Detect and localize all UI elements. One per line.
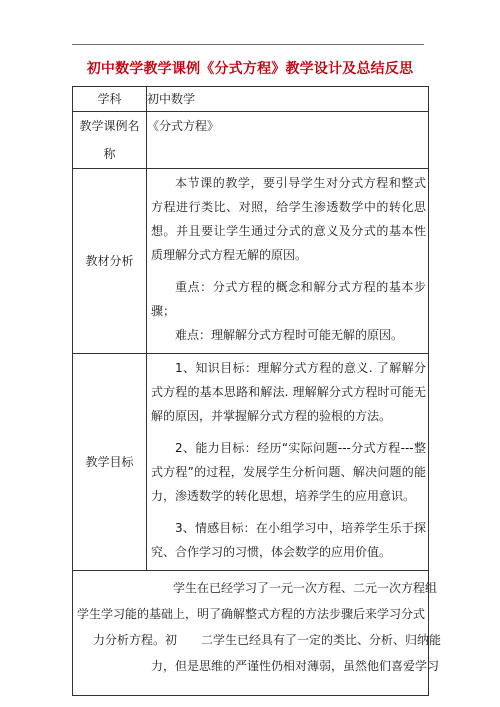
lesson-plan-table — [72, 86, 442, 696]
goals-label-cell — [73, 354, 147, 571]
student-line-2 — [73, 601, 428, 627]
student-label-part2: 力分析 — [93, 633, 130, 647]
lesson-name-label-line2: 称 — [103, 147, 116, 161]
row-textbook-analysis — [73, 169, 429, 354]
goals-label: 教学目标 — [85, 455, 134, 469]
goal-emotion: 3、情感目标：在小组学习中，培养学生乐于探究、合作学习的习惯，体会数学的应用价值。 — [151, 521, 426, 559]
analysis-paragraph: 本节课的教学，要引导学生对分式方程和整式方程进行类比、对照，给学生渗透数学中的转化思想。并且要让学生通过分式的意义及分式的基本性质理解分式方程无解的原因。 — [151, 176, 426, 262]
analysis-content-cell — [147, 169, 429, 354]
student-line-3 — [73, 627, 442, 653]
subject-value: 初中数学 — [147, 92, 196, 106]
subject-label-cell — [73, 87, 147, 112]
analysis-label: 教材分析 — [85, 254, 134, 268]
lesson-name-label-line1: 教学课例名 — [79, 119, 140, 133]
student-line-1: 学生在已经学习了一元一次方程、二元一次方程组 — [173, 581, 438, 595]
lesson-name-value: 《分式方程》 — [147, 119, 220, 133]
goal-ability: 2、能力目标：经历“实际问题---分式方程---整式方程”的过程，发展学生分析问题、解决问题的能力，渗透数学的转化思想，培养学生的应用意识。 — [151, 441, 426, 503]
subject-value-cell — [147, 87, 429, 112]
row-subject — [73, 87, 429, 112]
analysis-label-cell — [73, 169, 147, 354]
student-text-line3: 方程。初 二学生已经具有了一定的类比、分析、归纳能 — [129, 633, 442, 647]
row-lesson-name — [73, 112, 429, 169]
student-analysis-cell — [73, 571, 442, 696]
analysis-key-point: 重点：分式方程的概念和解分式方程的基本步骤； — [151, 280, 426, 318]
student-text-line2: 的基础上，明了确解整式方程的方法步骤后来学习分式 — [137, 607, 426, 621]
lesson-name-label-cell — [73, 112, 147, 169]
row-student-analysis — [73, 571, 429, 696]
lesson-name-value-cell — [147, 112, 429, 169]
page-title: 初中数学教学课例《分式方程》教学设计及总结反思 — [86, 61, 414, 77]
student-line-4: 力，但是思维的严谨性仍相对薄弱，虽然他们喜爱学习 — [151, 659, 440, 673]
goal-knowledge: 1、知识目标：理解分式方程的意义. 了解解分式方程的基本思路和解法. 理解解分式方程时可能无解的原因，并掌握解分式方程的验根的方法。 — [151, 361, 426, 423]
subject-label: 学科 — [97, 92, 122, 106]
student-label-part1: 学生学习能 — [77, 607, 138, 621]
analysis-difficulty: 难点：理解解分式方程时可能无解的原因。 — [175, 328, 404, 342]
row-teaching-goals — [73, 354, 429, 571]
goals-content-cell — [147, 354, 429, 571]
top-rule — [72, 44, 424, 45]
